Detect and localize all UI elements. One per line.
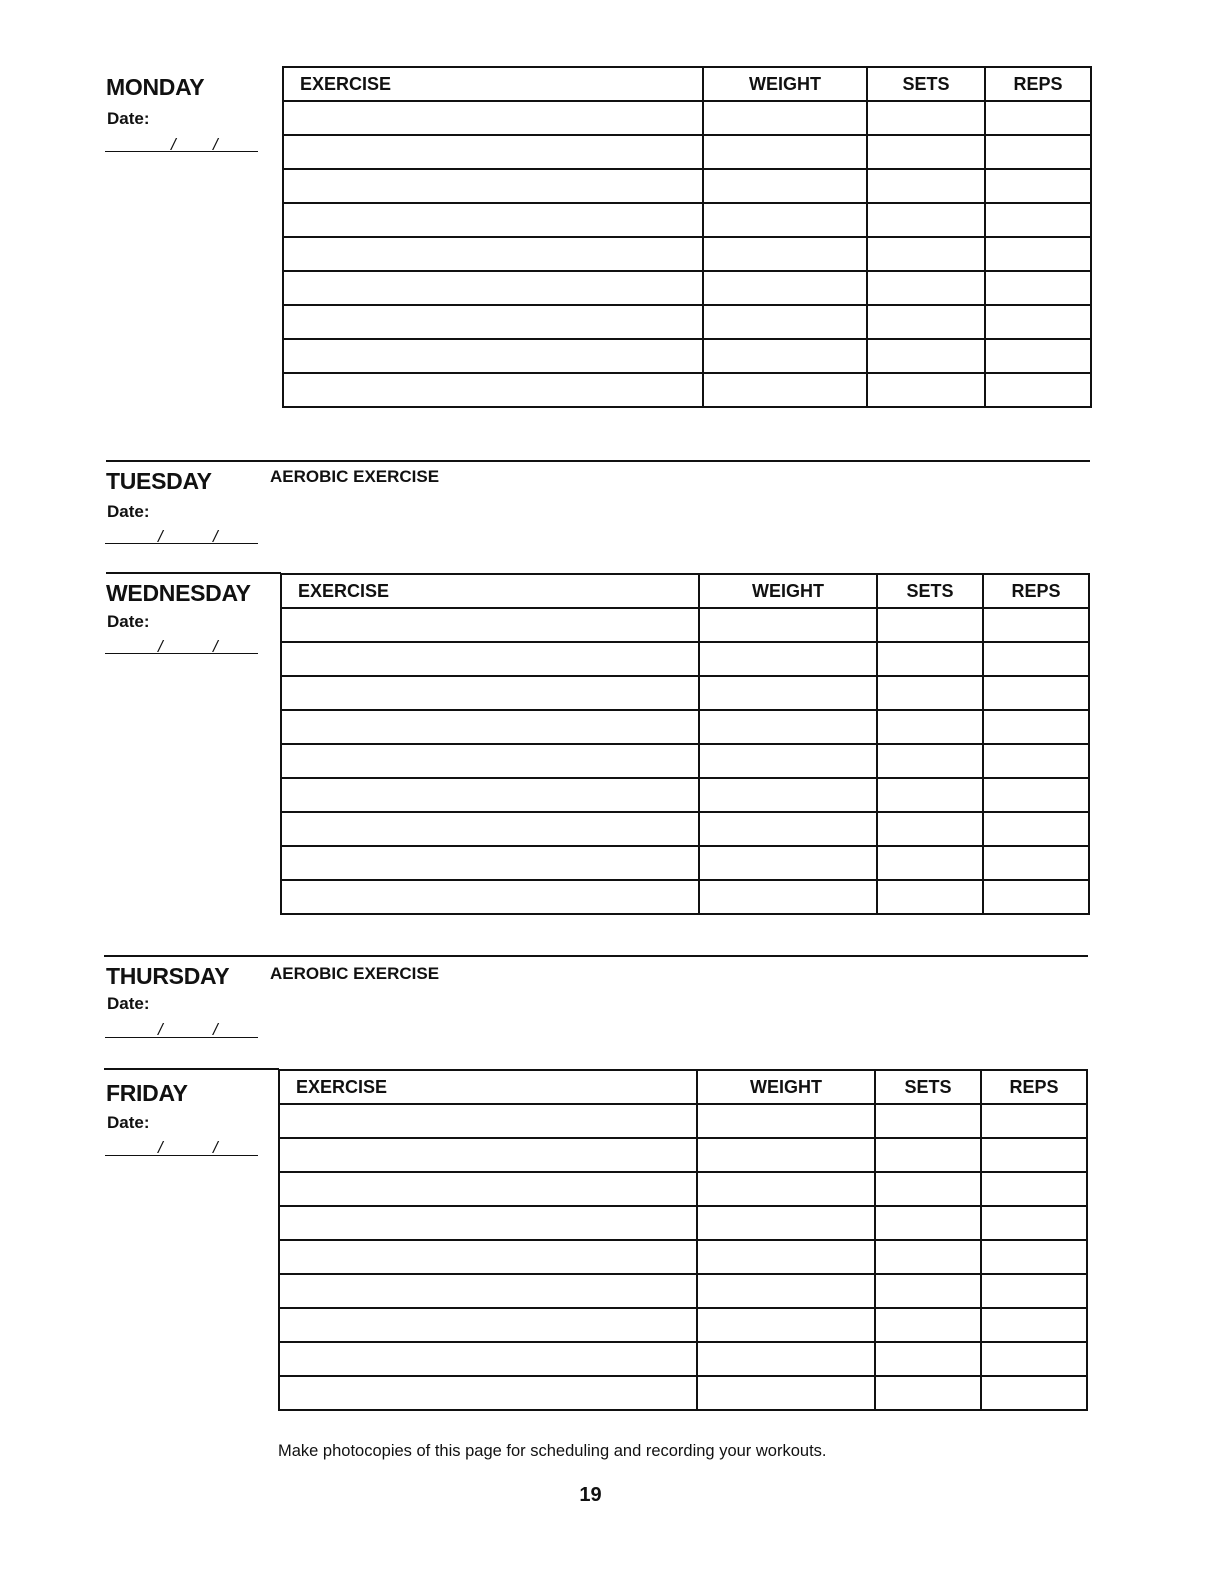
- exercise-cell[interactable]: [279, 1376, 697, 1410]
- sets-cell[interactable]: [875, 1104, 981, 1138]
- exercise-cell[interactable]: [283, 339, 703, 373]
- sets-cell[interactable]: [875, 1308, 981, 1342]
- reps-cell[interactable]: [981, 1308, 1087, 1342]
- table-row: [281, 676, 1089, 710]
- reps-cell[interactable]: [983, 778, 1089, 812]
- table-row: [283, 101, 1091, 135]
- weight-cell[interactable]: [703, 373, 867, 407]
- table-row: [279, 1104, 1087, 1138]
- table-row: [283, 237, 1091, 271]
- exercise-cell[interactable]: [283, 101, 703, 135]
- sets-cell[interactable]: [875, 1138, 981, 1172]
- reps-cell[interactable]: [981, 1104, 1087, 1138]
- weight-cell[interactable]: [703, 203, 867, 237]
- weight-cell[interactable]: [699, 744, 877, 778]
- sets-header: SETS: [877, 574, 983, 608]
- section-divider: [106, 460, 1090, 462]
- exercise-cell[interactable]: [279, 1342, 697, 1376]
- table-row: [279, 1138, 1087, 1172]
- table-row: [283, 169, 1091, 203]
- reps-cell[interactable]: [983, 676, 1089, 710]
- exercise-cell[interactable]: [283, 169, 703, 203]
- exercise-cell[interactable]: [281, 880, 699, 914]
- reps-cell[interactable]: [985, 203, 1091, 237]
- reps-cell[interactable]: [983, 846, 1089, 880]
- exercise-cell[interactable]: [283, 305, 703, 339]
- exercise-header: EXERCISE: [281, 574, 699, 608]
- weight-cell[interactable]: [699, 608, 877, 642]
- reps-cell[interactable]: [981, 1240, 1087, 1274]
- weight-cell[interactable]: [699, 812, 877, 846]
- table-row: [279, 1206, 1087, 1240]
- exercise-cell[interactable]: [281, 744, 699, 778]
- exercise-header: EXERCISE: [283, 67, 703, 101]
- wednesday-date-field[interactable]: [105, 653, 258, 654]
- sets-cell[interactable]: [875, 1274, 981, 1308]
- sets-cell[interactable]: [867, 169, 985, 203]
- exercise-cell[interactable]: [281, 778, 699, 812]
- exercise-cell[interactable]: [281, 846, 699, 880]
- friday-label: FRIDAY: [106, 1080, 188, 1106]
- monday-date-slash: /: [213, 135, 218, 154]
- weight-header: WEIGHT: [699, 574, 877, 608]
- table-row: [281, 744, 1089, 778]
- sets-cell[interactable]: [877, 608, 983, 642]
- exercise-cell[interactable]: [283, 373, 703, 407]
- weight-cell[interactable]: [703, 237, 867, 271]
- reps-cell[interactable]: [985, 135, 1091, 169]
- reps-cell[interactable]: [981, 1206, 1087, 1240]
- sets-cell[interactable]: [867, 237, 985, 271]
- weight-cell[interactable]: [699, 642, 877, 676]
- reps-cell[interactable]: [983, 880, 1089, 914]
- reps-cell[interactable]: [981, 1342, 1087, 1376]
- monday-workout-table: [282, 66, 1092, 408]
- sets-cell[interactable]: [867, 101, 985, 135]
- table-row: [279, 1342, 1087, 1376]
- friday-workout-table: [278, 1069, 1088, 1411]
- table-row: [281, 710, 1089, 744]
- reps-cell[interactable]: [981, 1172, 1087, 1206]
- reps-cell[interactable]: [983, 710, 1089, 744]
- table-row: [283, 203, 1091, 237]
- exercise-cell[interactable]: [281, 642, 699, 676]
- monday-date-field[interactable]: [105, 151, 258, 152]
- reps-cell[interactable]: [985, 305, 1091, 339]
- exercise-cell[interactable]: [279, 1274, 697, 1308]
- exercise-cell[interactable]: [283, 203, 703, 237]
- table-row: [279, 1274, 1087, 1308]
- sets-cell[interactable]: [875, 1342, 981, 1376]
- reps-cell[interactable]: [981, 1138, 1087, 1172]
- weight-header: WEIGHT: [703, 67, 867, 101]
- table-row: [281, 812, 1089, 846]
- sets-cell[interactable]: [877, 880, 983, 914]
- tuesday-date-slash: /: [213, 527, 218, 546]
- tuesday-aerobic-label: AEROBIC EXERCISE: [270, 467, 440, 486]
- thursday-date-field[interactable]: [105, 1037, 258, 1038]
- reps-cell[interactable]: [983, 608, 1089, 642]
- weight-header: WEIGHT: [697, 1070, 875, 1104]
- wednesday-date-slash: /: [158, 637, 163, 656]
- exercise-cell[interactable]: [279, 1138, 697, 1172]
- sets-cell[interactable]: [867, 135, 985, 169]
- weight-cell[interactable]: [697, 1240, 875, 1274]
- sets-cell[interactable]: [867, 339, 985, 373]
- exercise-cell[interactable]: [279, 1172, 697, 1206]
- tuesday-date-label: Date:: [107, 502, 150, 521]
- sets-cell[interactable]: [875, 1240, 981, 1274]
- sets-cell[interactable]: [877, 710, 983, 744]
- exercise-cell[interactable]: [281, 710, 699, 744]
- sets-cell[interactable]: [867, 373, 985, 407]
- table-row: [279, 1376, 1087, 1410]
- exercise-cell[interactable]: [281, 676, 699, 710]
- monday-label: MONDAY: [106, 74, 205, 100]
- reps-header: REPS: [985, 67, 1091, 101]
- table-row: [279, 1240, 1087, 1274]
- exercise-cell[interactable]: [279, 1308, 697, 1342]
- thursday-date-label: Date:: [107, 994, 150, 1013]
- weight-cell[interactable]: [703, 101, 867, 135]
- reps-header: REPS: [983, 574, 1089, 608]
- sets-header: SETS: [867, 67, 985, 101]
- weight-cell[interactable]: [703, 271, 867, 305]
- exercise-cell[interactable]: [283, 237, 703, 271]
- section-divider: [106, 572, 281, 574]
- weight-cell[interactable]: [697, 1308, 875, 1342]
- reps-cell[interactable]: [985, 237, 1091, 271]
- weight-cell[interactable]: [703, 169, 867, 203]
- sets-cell[interactable]: [867, 271, 985, 305]
- table-row: [283, 305, 1091, 339]
- weight-cell[interactable]: [699, 880, 877, 914]
- table-row: [279, 1172, 1087, 1206]
- weight-cell[interactable]: [697, 1104, 875, 1138]
- exercise-header: EXERCISE: [279, 1070, 697, 1104]
- sets-cell[interactable]: [877, 812, 983, 846]
- exercise-cell[interactable]: [279, 1206, 697, 1240]
- monday-date-label: Date:: [107, 109, 150, 128]
- exercise-cell[interactable]: [281, 812, 699, 846]
- sets-cell[interactable]: [877, 676, 983, 710]
- reps-cell[interactable]: [985, 101, 1091, 135]
- section-divider: [104, 955, 1088, 957]
- weight-cell[interactable]: [703, 305, 867, 339]
- wednesday-workout-table: [280, 573, 1090, 915]
- thursday-label: THURSDAY: [106, 963, 230, 989]
- reps-header: REPS: [981, 1070, 1087, 1104]
- workout-rows: [279, 1104, 1087, 1410]
- sets-cell[interactable]: [875, 1206, 981, 1240]
- tuesday-date-field[interactable]: [105, 543, 258, 544]
- weight-cell[interactable]: [699, 710, 877, 744]
- table-row: [281, 778, 1089, 812]
- table-row: [281, 608, 1089, 642]
- sets-cell[interactable]: [875, 1376, 981, 1410]
- sets-cell[interactable]: [877, 744, 983, 778]
- sets-cell[interactable]: [875, 1172, 981, 1206]
- weight-cell[interactable]: [703, 135, 867, 169]
- footer-note: Make photocopies of this page for scheduling and recording your workouts.: [278, 1442, 827, 1460]
- page-number: 19: [579, 1484, 602, 1506]
- tuesday-label: TUESDAY: [106, 468, 212, 494]
- reps-cell[interactable]: [985, 271, 1091, 305]
- wednesday-date-slash: /: [213, 637, 218, 656]
- weight-cell[interactable]: [697, 1206, 875, 1240]
- weight-cell[interactable]: [697, 1138, 875, 1172]
- workout-rows: [281, 608, 1089, 914]
- wednesday-label: WEDNESDAY: [106, 580, 251, 606]
- weight-cell[interactable]: [703, 339, 867, 373]
- exercise-cell[interactable]: [279, 1104, 697, 1138]
- table-row: [281, 846, 1089, 880]
- table-row: [283, 271, 1091, 305]
- weight-cell[interactable]: [699, 846, 877, 880]
- exercise-cell[interactable]: [279, 1240, 697, 1274]
- sets-cell[interactable]: [877, 778, 983, 812]
- thursday-aerobic-label: AEROBIC EXERCISE: [270, 964, 440, 983]
- friday-date-slash: /: [213, 1138, 218, 1157]
- exercise-cell[interactable]: [283, 271, 703, 305]
- sets-cell[interactable]: [867, 203, 985, 237]
- sets-cell[interactable]: [877, 642, 983, 676]
- reps-cell[interactable]: [983, 744, 1089, 778]
- friday-date-label: Date:: [107, 1113, 150, 1132]
- workout-rows: [283, 101, 1091, 407]
- section-divider: [104, 1068, 279, 1070]
- weight-cell[interactable]: [697, 1172, 875, 1206]
- table-row: [283, 373, 1091, 407]
- weight-cell[interactable]: [697, 1342, 875, 1376]
- monday-date-slash: /: [171, 135, 176, 154]
- reps-cell[interactable]: [981, 1376, 1087, 1410]
- table-row: [283, 339, 1091, 373]
- friday-date-slash: /: [158, 1138, 163, 1157]
- weight-cell[interactable]: [699, 778, 877, 812]
- reps-cell[interactable]: [985, 339, 1091, 373]
- reps-cell[interactable]: [983, 812, 1089, 846]
- reps-cell[interactable]: [983, 642, 1089, 676]
- thursday-date-slash: /: [158, 1020, 163, 1039]
- weight-cell[interactable]: [699, 676, 877, 710]
- table-row: [283, 135, 1091, 169]
- sets-header: SETS: [875, 1070, 981, 1104]
- reps-cell[interactable]: [985, 373, 1091, 407]
- table-row: [281, 880, 1089, 914]
- weight-cell[interactable]: [697, 1376, 875, 1410]
- reps-cell[interactable]: [985, 169, 1091, 203]
- sets-cell[interactable]: [867, 305, 985, 339]
- wednesday-date-label: Date:: [107, 612, 150, 631]
- table-row: [281, 642, 1089, 676]
- friday-date-field[interactable]: [105, 1155, 258, 1156]
- exercise-cell[interactable]: [281, 608, 699, 642]
- weight-cell[interactable]: [697, 1274, 875, 1308]
- exercise-cell[interactable]: [283, 135, 703, 169]
- sets-cell[interactable]: [877, 846, 983, 880]
- table-row: [279, 1308, 1087, 1342]
- thursday-date-slash: /: [213, 1020, 218, 1039]
- tuesday-date-slash: /: [158, 527, 163, 546]
- reps-cell[interactable]: [981, 1274, 1087, 1308]
